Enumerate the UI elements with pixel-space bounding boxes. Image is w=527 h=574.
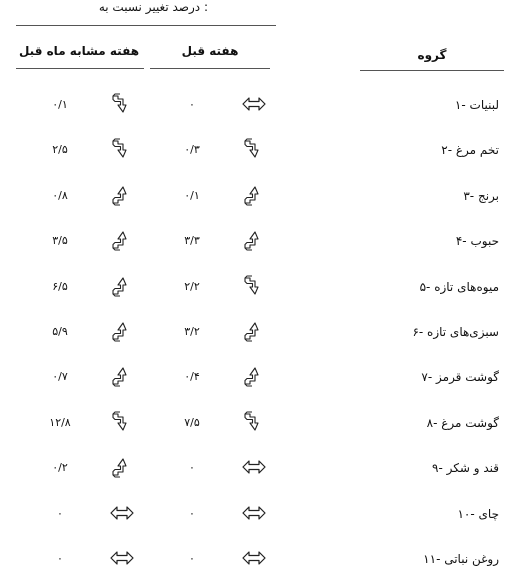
trend-down-icon	[109, 138, 135, 160]
prev-week-value: ۰	[189, 506, 195, 520]
trend-neutral-icon	[241, 456, 267, 478]
same-week-last-month-value: ۳/۵	[52, 234, 68, 248]
same-week-last-month-value: ۵/۹	[52, 325, 68, 338]
header-prev-week-rule	[150, 68, 270, 69]
group-label: ۱۱- روغن نباتی	[423, 552, 499, 566]
group-label: ۵- میوه‌های تازه	[419, 279, 499, 294]
trend-up-icon	[241, 320, 267, 342]
trend-down-icon	[109, 93, 135, 115]
same-week-last-month-value: ۱۲/۸	[49, 415, 71, 429]
group-label: ۱۰- چای	[457, 506, 499, 521]
top-caption: درصد تغییر نسبت به :	[98, 0, 208, 14]
prev-week-value: ۷/۵	[184, 415, 200, 429]
trend-up-icon	[241, 184, 267, 206]
prev-week-value: ۰	[189, 98, 195, 111]
header-same-week-last-month-rule	[16, 68, 144, 69]
same-week-last-month-value: ۰/۱	[52, 98, 68, 111]
group-label: ۶- سبزی‌های تازه	[412, 325, 499, 339]
trend-down-icon	[109, 411, 135, 433]
group-label: ۹- قند و شکر	[432, 461, 499, 476]
prev-week-value: ۳/۳	[184, 234, 200, 248]
same-week-last-month-value: ۲/۵	[52, 143, 68, 157]
same-week-last-month-value: ۰/۷	[52, 370, 68, 384]
header-group: گروه	[417, 48, 447, 62]
trend-neutral-icon	[109, 547, 135, 569]
prev-week-value: ۰	[189, 552, 195, 565]
group-label: ۷- گوشت قرمز	[421, 370, 499, 385]
prev-week-value: ۳/۲	[184, 325, 200, 338]
group-label: ۱- لبنیات	[454, 98, 499, 112]
trend-up-icon	[109, 456, 135, 478]
top-caption-rule	[16, 25, 276, 26]
trend-up-icon	[241, 365, 267, 387]
group-label: ۲- تخم مرغ	[441, 143, 499, 158]
trend-up-icon	[241, 229, 267, 251]
prev-week-value: ۲/۲	[184, 279, 200, 293]
trend-up-icon	[109, 365, 135, 387]
same-week-last-month-value: ۰	[57, 552, 63, 565]
prev-week-value: ۰/۳	[184, 143, 200, 157]
same-week-last-month-value: ۶/۵	[52, 279, 68, 293]
trend-neutral-icon	[109, 502, 135, 524]
same-week-last-month-value: ۰/۲	[52, 461, 68, 475]
prev-week-value: ۰	[189, 461, 195, 475]
header-group-rule	[360, 70, 504, 71]
trend-up-icon	[109, 275, 135, 297]
trend-neutral-icon	[241, 93, 267, 115]
trend-down-icon	[241, 138, 267, 160]
prev-week-value: ۰/۱	[184, 188, 200, 202]
same-week-last-month-value: ۰	[57, 506, 63, 520]
trend-neutral-icon	[241, 502, 267, 524]
same-week-last-month-value: ۰/۸	[52, 188, 68, 202]
group-label: ۴- حبوب	[455, 234, 499, 249]
trend-neutral-icon	[241, 547, 267, 569]
header-same-week-last-month: هفته مشابه ماه قبل	[18, 44, 140, 58]
trend-up-icon	[109, 184, 135, 206]
prev-week-value: ۰/۴	[184, 370, 200, 384]
group-label: ۸- گوشت مرغ	[426, 415, 499, 430]
trend-down-icon	[241, 275, 267, 297]
trend-down-icon	[241, 411, 267, 433]
trend-up-icon	[109, 229, 135, 251]
group-label: ۳- برنج	[463, 188, 499, 203]
header-prev-week: هفته قبل	[181, 44, 239, 58]
trend-up-icon	[109, 320, 135, 342]
